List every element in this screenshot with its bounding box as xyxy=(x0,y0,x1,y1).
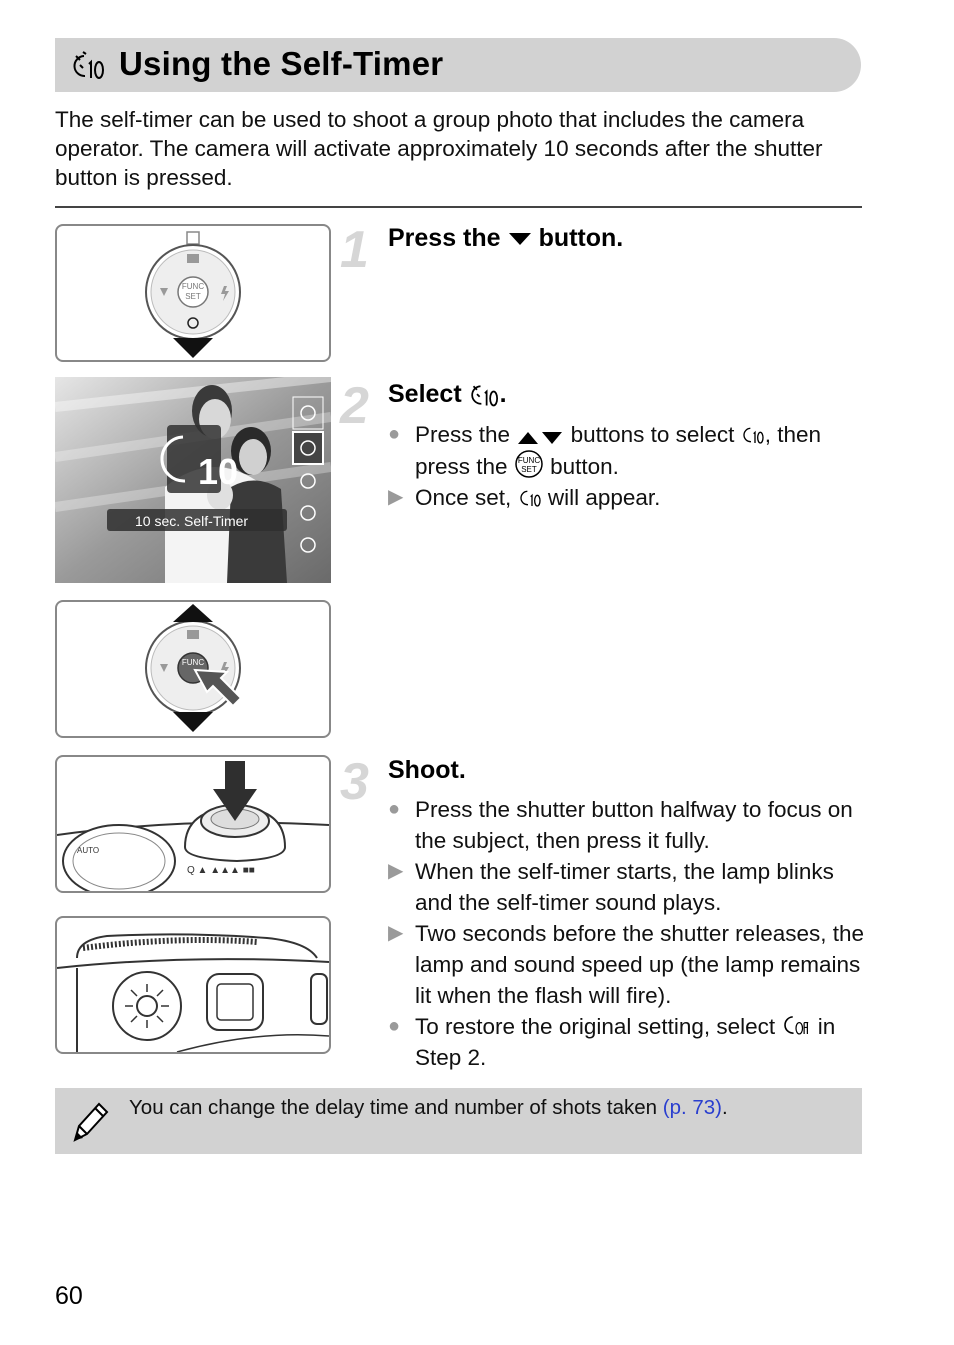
self-timer-10-icon xyxy=(70,50,106,82)
down-triangle-icon xyxy=(507,231,533,247)
dial2-func-label: FUNC xyxy=(181,658,205,667)
bullet-marker: ▶ xyxy=(388,922,404,944)
bullet-marker: ● xyxy=(388,1015,401,1037)
dial-func-label: FUNC xyxy=(181,282,205,291)
illustration-shutter-press xyxy=(55,755,331,893)
illustration-timer-lamp xyxy=(55,916,331,1054)
mode-auto-label: AUTO xyxy=(77,846,100,855)
illustration-lcd-screen xyxy=(55,377,331,583)
note-text xyxy=(129,1096,728,1120)
bullet-text: Press the xyxy=(415,422,511,447)
screen-caption: 10 sec. Self-Timer xyxy=(135,513,249,529)
list-item xyxy=(388,419,868,482)
func-label: FUNC xyxy=(517,456,540,465)
step-number-1: 1 xyxy=(340,221,369,279)
step-number-3: 3 xyxy=(340,753,369,811)
bullet-text: , then press the xyxy=(415,422,821,479)
page-title: Using the Self-Timer xyxy=(119,45,444,82)
bullet-text: Press the shutter button halfway to focus on the subject, then press it fully. xyxy=(415,797,853,853)
self-timer-10-icon xyxy=(518,487,542,509)
self-timer-off-icon xyxy=(781,1012,811,1038)
zoom-marks: Q ▲ ▲▲▲ ■■ xyxy=(187,865,255,876)
bullet-text: buttons to select xyxy=(570,422,735,447)
up-down-triangle-icon xyxy=(516,430,564,446)
pencil-icon xyxy=(69,1100,109,1144)
illustration-dial-down xyxy=(55,224,331,362)
intro-paragraph: The self-timer can be used to shoot a group photo that includes the camera operator. The camera will activate approximately 10 seconds after the shutter button is pressed. xyxy=(55,107,823,190)
note-end: . xyxy=(722,1096,728,1119)
step-1-heading-text: Press the xyxy=(388,224,501,252)
self-timer-10-icon xyxy=(741,424,765,446)
note-body: You can change the delay time and number of shots taken xyxy=(129,1096,658,1119)
step-2-heading-end: . xyxy=(499,380,507,408)
page-reference-link[interactable]: (p. 73) xyxy=(662,1096,722,1119)
page-number: 60 xyxy=(55,1282,83,1310)
bullet-marker: ▶ xyxy=(388,486,404,508)
self-timer-10-icon xyxy=(468,381,500,409)
list-item xyxy=(388,794,868,856)
step-number-2: 2 xyxy=(340,377,369,435)
bullet-marker: ▶ xyxy=(388,860,404,882)
dial-set-label: SET xyxy=(185,292,201,301)
set-label: SET xyxy=(521,465,537,474)
note-box xyxy=(55,1088,862,1154)
bullet-text: To restore the original setting, select xyxy=(415,1014,776,1039)
step-3-heading: Shoot. xyxy=(388,756,466,784)
list-item xyxy=(388,918,868,1011)
step-2-heading xyxy=(388,380,507,409)
bullet-marker: ● xyxy=(388,423,401,445)
step-1-heading-text-end: button. xyxy=(538,224,624,252)
bullet-text: Two seconds before the shutter releases, the lamp and sound speed up (the lamp remains lit when the flash will fire). xyxy=(415,921,865,1008)
title-bar xyxy=(55,38,861,92)
bullet-text: in Step 2. xyxy=(415,1014,836,1070)
bullet-marker: ● xyxy=(388,798,401,820)
step-3-bullets xyxy=(388,794,868,1073)
bullet-text: When the self-timer starts, the lamp blinks and the self-timer sound plays. xyxy=(415,859,834,915)
step-2-heading-text: Select xyxy=(388,380,462,408)
list-item xyxy=(388,856,868,918)
illustration-dial-select xyxy=(55,600,331,738)
bullet-text: button. xyxy=(550,454,619,479)
step-1-heading xyxy=(388,224,623,253)
divider xyxy=(55,206,862,208)
func-set-button-icon xyxy=(514,450,544,478)
bullet-text: will appear. xyxy=(547,485,661,510)
list-item xyxy=(388,1011,868,1073)
bullet-text: Once set, xyxy=(415,485,512,510)
list-item xyxy=(388,482,868,513)
step-2-bullets xyxy=(388,419,868,513)
screen-big-number: 10 xyxy=(198,451,239,492)
